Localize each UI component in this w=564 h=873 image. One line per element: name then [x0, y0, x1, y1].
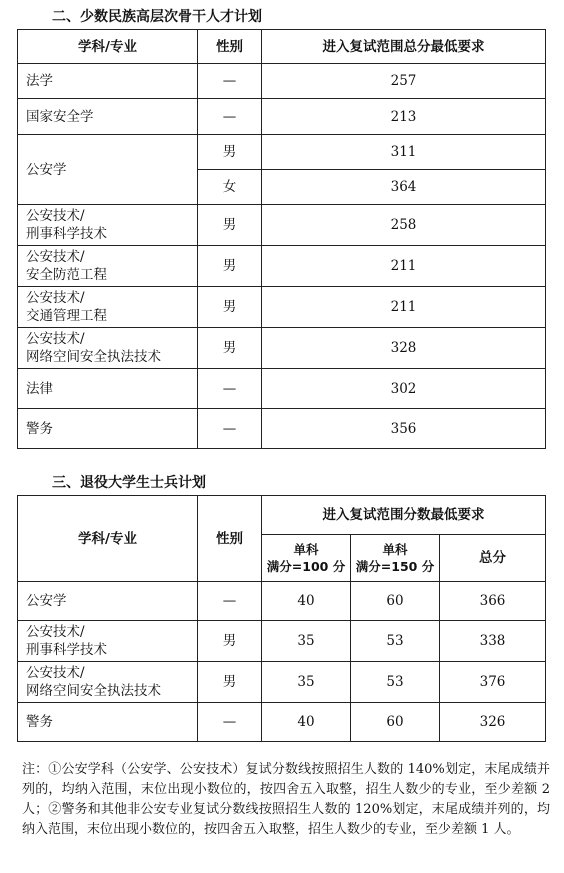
footnote: 注：①公安学科（公安学、公安技术）复试分数线按照招生人数的 140%划定，末尾成绩并列的，均纳入范围，末位出现小数位的，按四舍五入取整，招生人数少的专业，至少差额 2 人；②警务和其他非公安专业复试分数线按照招生人数的 120%划定，末尾成绩并列的，均纳入范围，末位出现小数位的，按四舍五入取整，招生人数少的专业，至少差额 1 人。: [22, 762, 550, 837]
table-header-row: [18, 30, 546, 64]
major-cell: 警务: [18, 409, 198, 449]
table-row: [18, 369, 546, 409]
header-major: 学科/专业: [18, 30, 198, 64]
table-row: [18, 409, 546, 449]
header-total: 总分: [440, 535, 546, 582]
header-score: 进入复试范围总分最低要求: [262, 30, 546, 64]
section3-table: [17, 495, 546, 742]
single100-cell: 40: [262, 703, 351, 742]
header-gender: 性别: [198, 496, 262, 582]
gender-cell: 男: [198, 328, 262, 369]
table-row: [18, 99, 546, 135]
score-cell: 356: [262, 409, 546, 449]
total-cell: 338: [440, 621, 546, 662]
table-row: [18, 135, 546, 170]
header-score-group: 进入复试范围分数最低要求: [262, 496, 546, 535]
header-single100: [262, 535, 351, 582]
gender-cell: 男: [198, 246, 262, 287]
gender-cell: 女: [198, 170, 262, 205]
major-line2: 交通管理工程: [26, 308, 107, 324]
score-cell: 311: [262, 135, 546, 170]
gender-cell: 男: [198, 287, 262, 328]
total-cell: 376: [440, 662, 546, 703]
major-cell: [18, 328, 198, 369]
score-cell: 302: [262, 369, 546, 409]
major-line2: 网络空间安全执法技术: [26, 683, 161, 699]
gender-cell: 男: [198, 205, 262, 246]
score-cell: 364: [262, 170, 546, 205]
table-row: [18, 205, 546, 246]
score-cell: 257: [262, 64, 546, 99]
single100-cell: 35: [262, 662, 351, 703]
score-cell: 213: [262, 99, 546, 135]
gender-cell: —: [198, 99, 262, 135]
major-line1: 公安技术/: [26, 624, 85, 640]
major-cell: 公安学: [18, 135, 198, 205]
major-cell: 国家安全学: [18, 99, 198, 135]
single100-cell: 35: [262, 621, 351, 662]
single150-cell: 60: [351, 703, 440, 742]
major-line2: 刑事科学技术: [26, 226, 107, 242]
header-major: 学科/专业: [18, 496, 198, 582]
gender-cell: —: [198, 409, 262, 449]
score-cell: 211: [262, 246, 546, 287]
section3-title: 三、退役大学生士兵计划: [52, 475, 206, 491]
major-cell: [18, 662, 198, 703]
section2-title: 二、少数民族高层次骨干人才计划: [52, 9, 262, 25]
section2-table: [17, 29, 546, 449]
gender-cell: 男: [198, 621, 262, 662]
major-cell: 公安学: [18, 582, 198, 621]
gender-cell: —: [198, 64, 262, 99]
table-header-row: [18, 496, 546, 535]
single100-cell: 40: [262, 582, 351, 621]
table-row: [18, 328, 546, 369]
table-row: [18, 662, 546, 703]
major-cell: 法律: [18, 369, 198, 409]
header-gender: 性别: [198, 30, 262, 64]
major-line1: 公安技术/: [26, 331, 85, 347]
table-row: [18, 64, 546, 99]
gender-cell: —: [198, 703, 262, 742]
header-single100-line1: 单科: [293, 542, 319, 557]
major-cell: 法学: [18, 64, 198, 99]
table-row: [18, 287, 546, 328]
total-cell: 326: [440, 703, 546, 742]
major-cell: 警务: [18, 703, 198, 742]
major-line1: 公安技术/: [26, 249, 85, 265]
major-line1: 公安技术/: [26, 208, 85, 224]
table-row: [18, 621, 546, 662]
major-line2: 安全防范工程: [26, 267, 107, 283]
single150-cell: 53: [351, 662, 440, 703]
single150-cell: 53: [351, 621, 440, 662]
major-line1: 公安技术/: [26, 290, 85, 306]
table-row: [18, 582, 546, 621]
gender-cell: —: [198, 369, 262, 409]
header-single100-line2: 满分=100 分: [266, 559, 346, 574]
major-line2: 刑事科学技术: [26, 642, 107, 658]
header-single150-line1: 单科: [382, 542, 408, 557]
score-cell: 211: [262, 287, 546, 328]
gender-cell: 男: [198, 135, 262, 170]
major-line1: 公安技术/: [26, 665, 85, 681]
gender-cell: 男: [198, 662, 262, 703]
header-single150: [351, 535, 440, 582]
header-single150-line2: 满分=150 分: [355, 559, 435, 574]
table-row: [18, 703, 546, 742]
gender-cell: —: [198, 582, 262, 621]
single150-cell: 60: [351, 582, 440, 621]
major-line2: 网络空间安全执法技术: [26, 349, 161, 365]
major-cell: [18, 246, 198, 287]
major-cell: [18, 621, 198, 662]
major-cell: [18, 287, 198, 328]
major-cell: [18, 205, 198, 246]
score-cell: 328: [262, 328, 546, 369]
table-row: [18, 246, 546, 287]
total-cell: 366: [440, 582, 546, 621]
score-cell: 258: [262, 205, 546, 246]
